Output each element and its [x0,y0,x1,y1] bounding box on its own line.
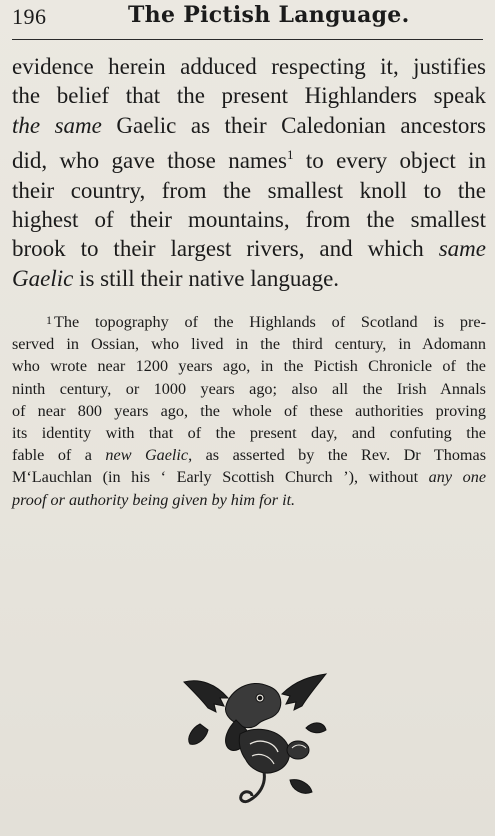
header-rule [12,39,483,40]
text-segment: ninth century, or 1000 years ago; also all the Irish Annals [12,379,486,398]
footnote-reference: 1 [286,147,294,163]
text-segment: its identity with that of the present day, and confuting the [12,424,486,443]
dragon-tailpiece-icon [180,668,330,808]
paragraph-line [12,140,486,175]
text-segment: is still their native language. [73,265,340,291]
page-header [12,2,483,36]
text-segment: evidence herein adduced respecting it, justifies [12,54,486,79]
text-segment: their country, from the smallest knoll to the [12,177,486,203]
italic-segment: new Gaelic [105,446,189,465]
footnote-line [12,400,486,422]
footnote-line [12,355,486,377]
text-segment: The topography of the Highlands of Scotland is pre- [54,313,486,331]
text-segment: brook to their largest rivers, and which [12,236,439,262]
text-segment: , as asserted by the Rev. Dr Thomas [188,446,486,465]
italic-segment: proof or authority being given by him for it. [12,490,296,509]
italic-segment: any one [428,468,486,487]
paragraph-line [12,81,486,110]
running-head: The Pictish Language. [128,2,410,28]
footnote-line [12,466,486,488]
footnote-line [12,422,486,444]
text-segment: the belief that the present Highlanders speak [12,83,486,109]
footnote-marker: 1 [46,313,52,327]
footnote-line [12,309,486,333]
text-segment: served in Ossian, who lived in the third century, in Adomann [12,335,486,354]
paragraph-line [12,52,486,81]
text-segment: fable of a [12,446,106,465]
footnote [12,309,486,511]
paragraph-line [12,234,486,263]
text-segment: of near 800 years ago, the whole of these authorities proving [12,401,486,420]
text-segment: to every object in [293,148,486,174]
italic-segment: same [438,236,486,262]
text-segment: Gaelic as their Caledonian ancestors [101,112,486,138]
paragraph-line [12,264,486,293]
paragraph-line [12,176,486,205]
main-paragraph [12,52,486,293]
paragraph-line [12,205,486,234]
text-segment: did, who gave those names [12,148,287,174]
footnote-line [12,489,486,511]
text-segment: who wrote near 1200 years ago, in the Pictish Chronicle of the [12,357,486,376]
italic-segment: the same [12,112,102,138]
italic-segment: Gaelic [12,265,74,291]
page-number: 196 [12,4,47,29]
footnote-line [12,444,486,466]
text-segment: highest of their mountains, from the smallest [12,207,486,233]
paragraph-line [12,111,486,140]
footnote-line [12,378,486,400]
text-segment: M‘Lauchlan (in his ‘ Early Scottish Church ’), without [12,468,429,487]
footnote-line [12,333,486,355]
